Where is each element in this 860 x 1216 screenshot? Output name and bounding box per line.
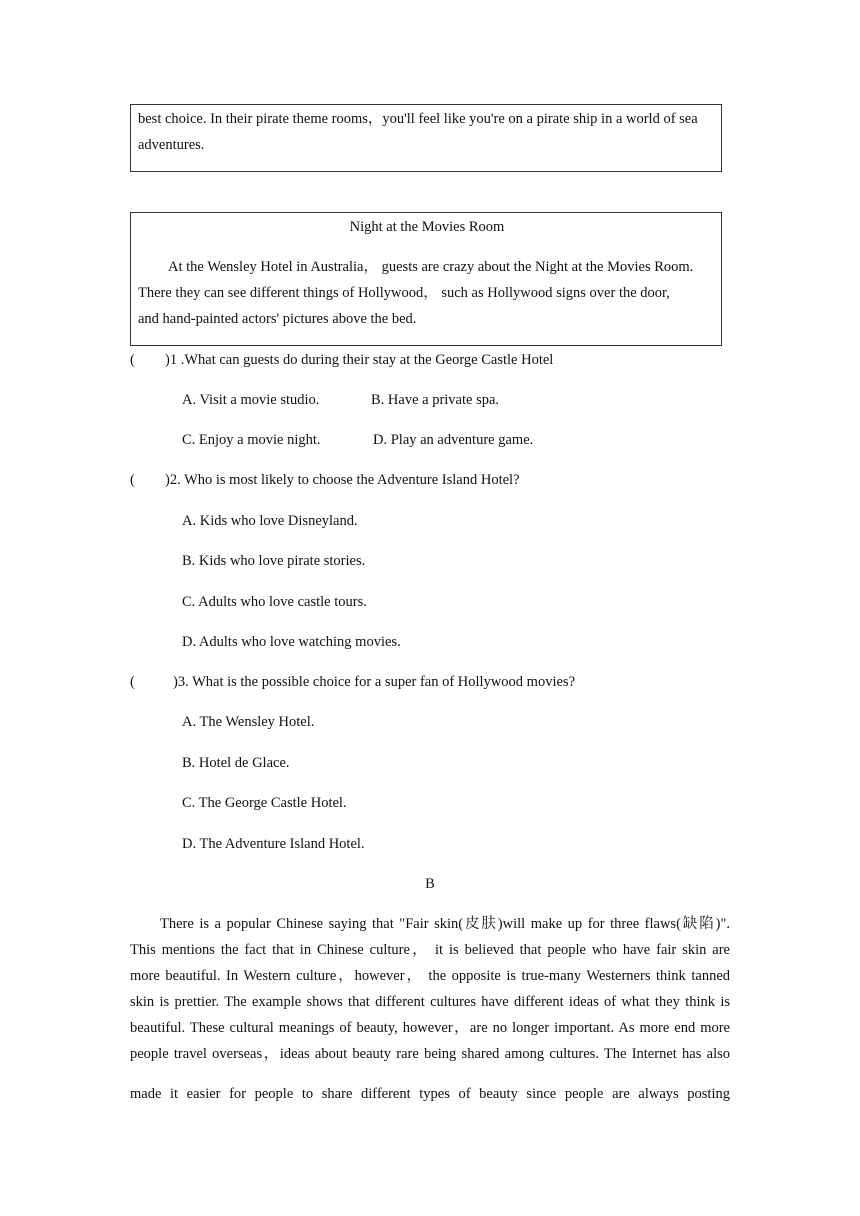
question-1-option-b: B. Have a private spa.	[371, 392, 500, 408]
passage-box-movies	[130, 212, 722, 346]
box2-line-2: There they can see different things of Hollywood， such as Hollywood signs over the door,	[138, 285, 670, 301]
question-3-option-c: C. The George Castle Hotel.	[182, 795, 347, 811]
section-b-line-4: skin is prettier. The example shows that different cultures have different ideas of what they think is	[130, 994, 730, 1010]
question-3-option-d: D. The Adventure Island Hotel.	[182, 836, 365, 852]
question-2-option-a: A. Kids who love Disneyland.	[182, 513, 358, 529]
question-3-option-a: A. The Wensley Hotel.	[182, 714, 315, 730]
question-2-option-d: D. Adults who love watching movies.	[182, 634, 401, 650]
box2-title: Night at the Movies Room	[349, 219, 505, 235]
question-2-option-b: B. Kids who love pirate stories.	[182, 553, 366, 569]
question-3-paren: (	[130, 674, 135, 690]
section-b-line-7: made it easier for people to share different types of beauty since people are always posting	[130, 1086, 730, 1102]
box1-line-2: adventures.	[138, 137, 205, 153]
section-b-line-2: This mentions the fact that in Chinese culture， it is believed that people who have fair skin are	[130, 942, 730, 958]
question-1-option-a: A. Visit a movie studio.	[182, 392, 320, 408]
question-1-option-c: C. Enjoy a movie night.	[182, 432, 321, 448]
box2-line-1: At the Wensley Hotel in Australia， guests are crazy about the Night at the Movies Room.	[168, 259, 694, 275]
section-b-line-5: beautiful. These cultural meanings of beauty, however，are no longer important. As more end more	[130, 1020, 730, 1036]
question-3-option-b: B. Hotel de Glace.	[182, 755, 290, 771]
box1-line-1: best choice. In their pirate theme rooms，you'll feel like you're on a pirate ship in a world of sea	[138, 111, 698, 127]
question-2-paren: (	[130, 472, 135, 488]
section-b-line-6: people travel overseas，ideas about beauty rare being shared among cultures. The Internet has also	[130, 1046, 730, 1062]
question-2-stem: )2. Who is most likely to choose the Adventure Island Hotel?	[165, 472, 520, 488]
question-1-option-d: D. Play an adventure game.	[373, 432, 534, 448]
section-b-heading: B	[425, 876, 435, 892]
question-3-stem: )3. What is the possible choice for a super fan of Hollywood movies?	[173, 674, 576, 690]
question-1-stem: )1 .What can guests do during their stay at the George Castle Hotel	[165, 352, 554, 368]
section-b-line-3: more beautiful. In Western culture，however， the opposite is true-many Westerners think tanned	[130, 968, 730, 984]
passage-box-pirate	[130, 104, 722, 172]
section-b-line-1: There is a popular Chinese saying that "Fair skin(皮肤)will make up for three flaws(缺陷)".	[160, 916, 730, 932]
question-1-paren: (	[130, 352, 135, 368]
question-2-option-c: C. Adults who love castle tours.	[182, 594, 367, 610]
box2-line-3: and hand-painted actors' pictures above the bed.	[138, 311, 417, 327]
